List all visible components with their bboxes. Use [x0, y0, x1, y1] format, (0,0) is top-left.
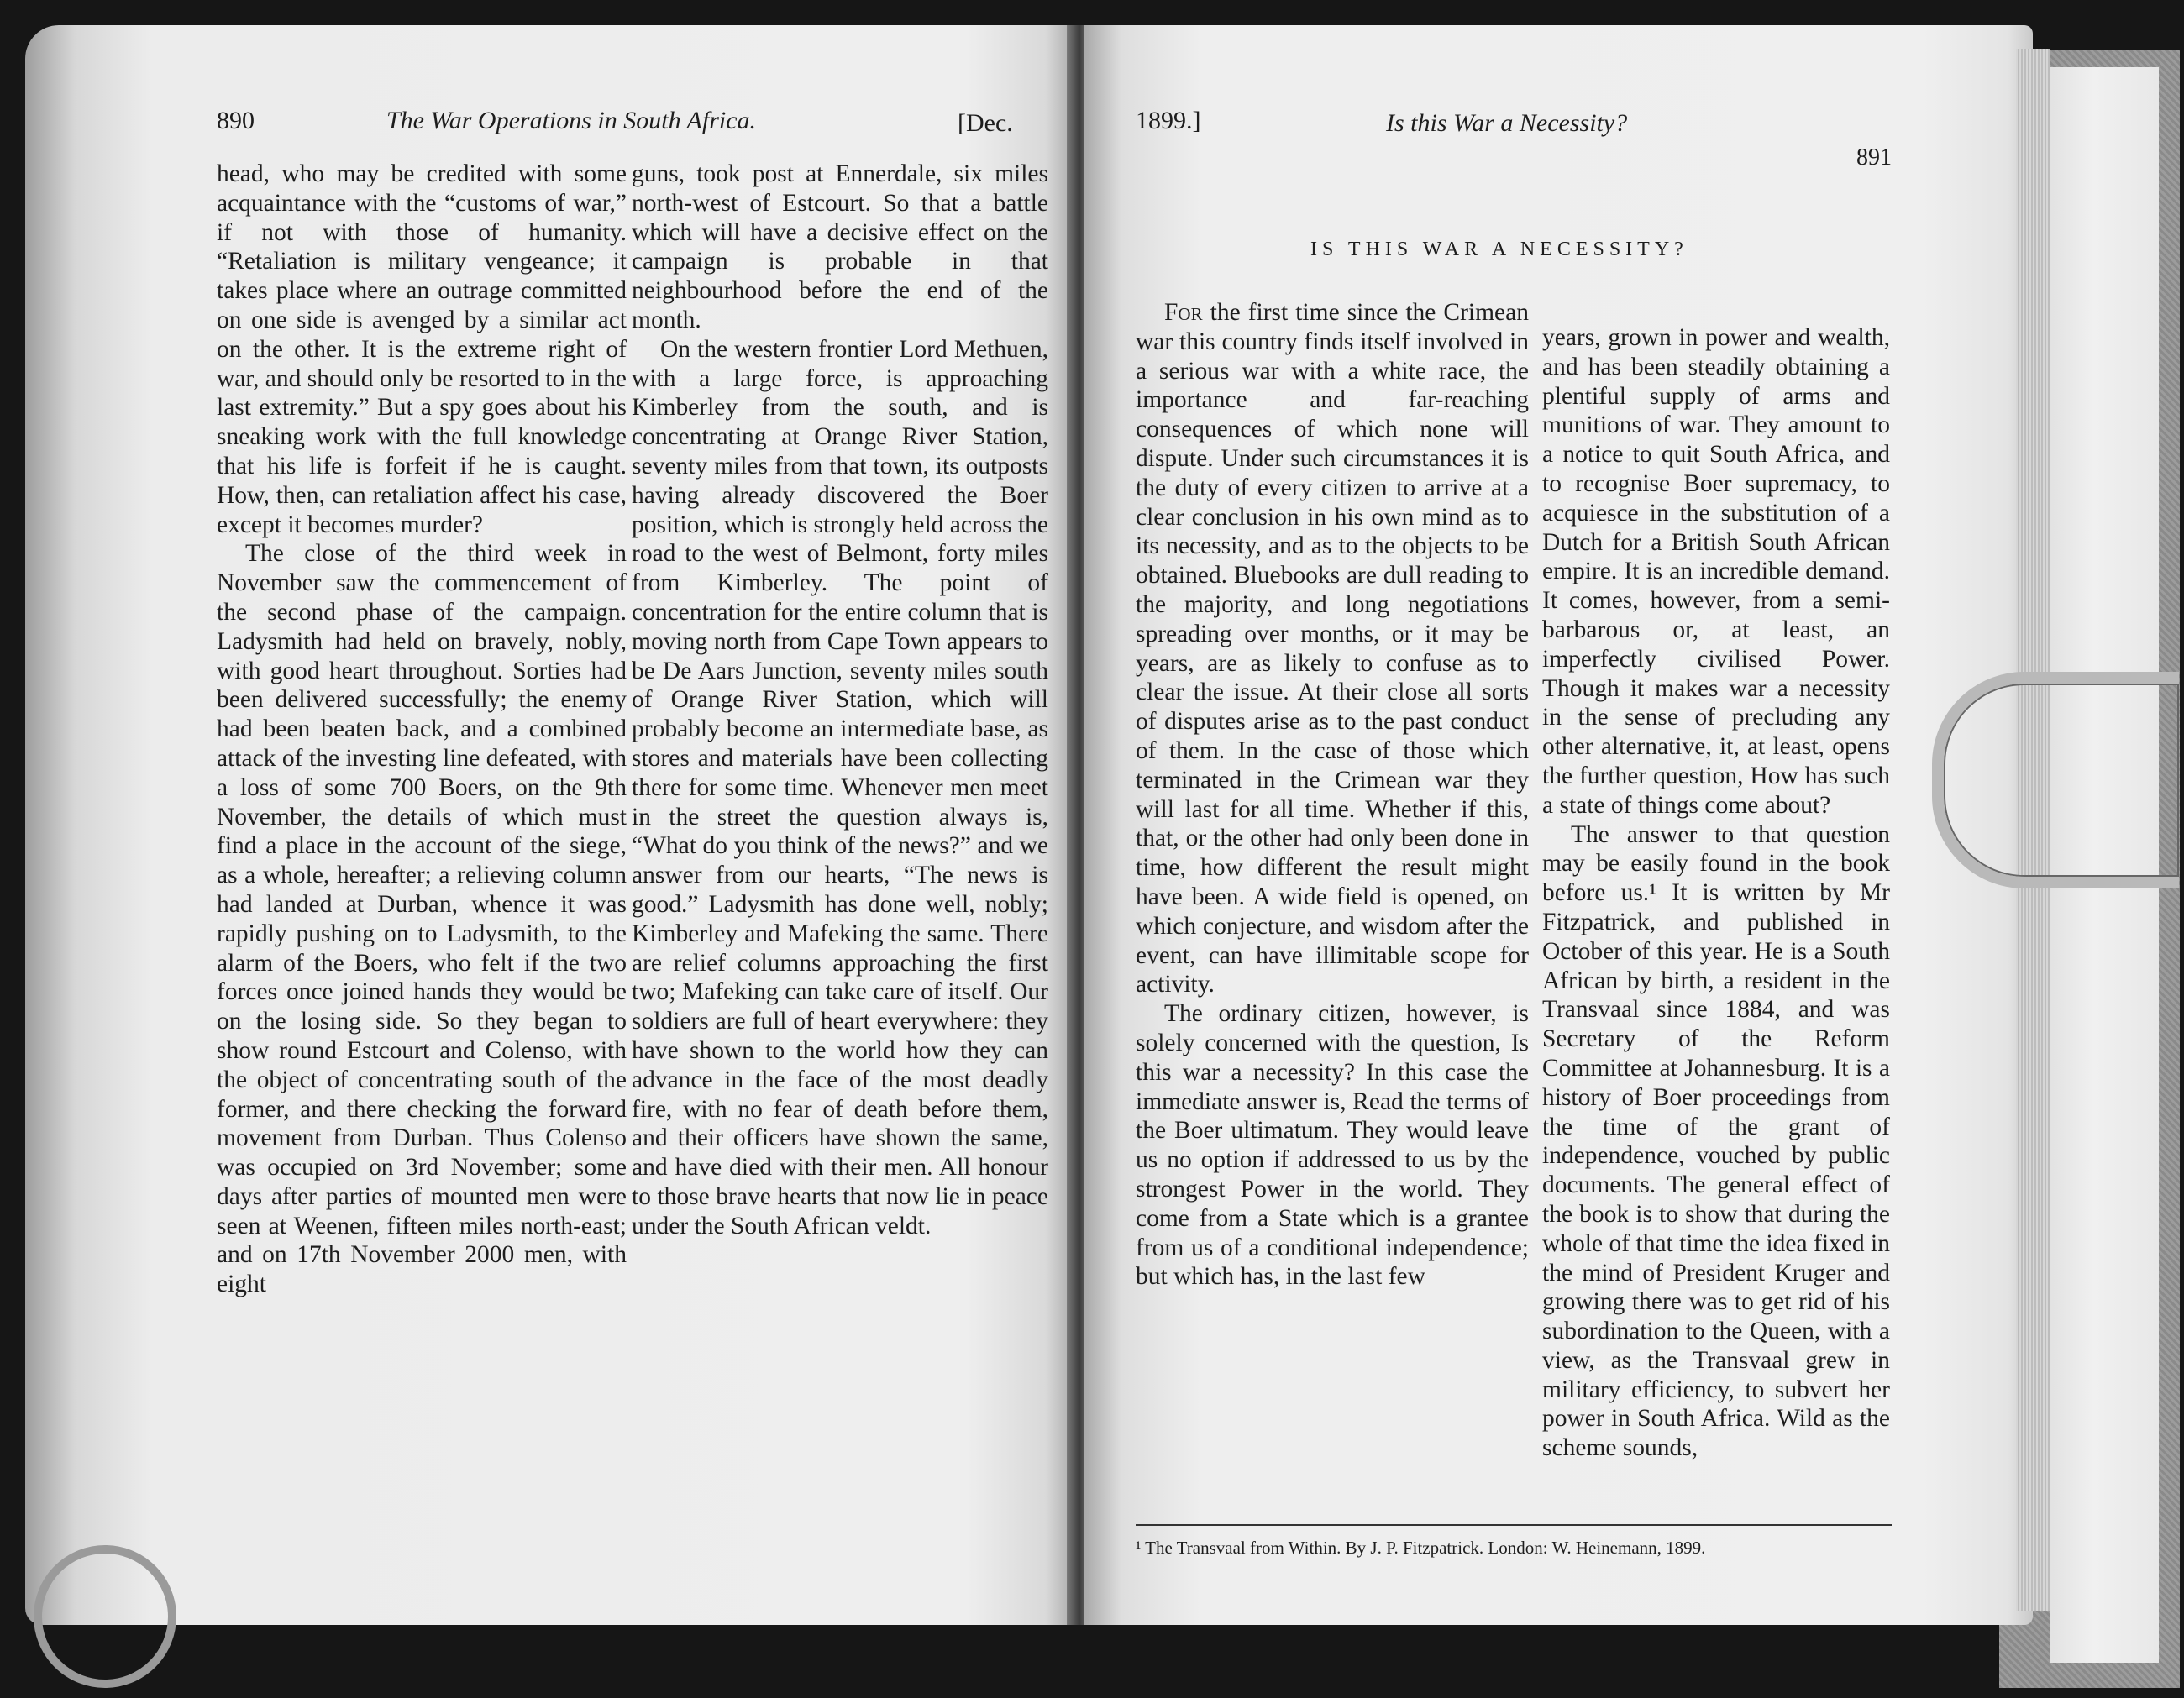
page-clip: [1932, 672, 2179, 888]
right-page: [1084, 25, 2033, 1625]
article-title: IS THIS WAR A NECESSITY?: [1310, 238, 1688, 260]
left-page-number: 890: [217, 107, 255, 134]
paragraph: years, grown in power and wealth, and has been steadily obtaining a plentiful supply of arms and munitions of war. They amount to a notice to quit South Africa, and to recognise Boer supremacy, to acquiesce in the substitution of a Dutch for a British South African empire. It is an incredible demand. It comes, however, from a semi-barbarous or, at least, an imperfectly civilised Power. Though it makes war a necessity in the sense of precluding any other alternative, it, at least, opens the further question, How has such a state of things come about?: [1542, 324, 1890, 819]
left-running-title: The War Operations in South Africa.: [386, 107, 757, 134]
paragraph: On the western frontier Lord Methuen, with a large force, is approaching Kimberley from the south, and is concentrating at Orange River Station, seventy miles from that town, its outposts having already discovered the Boer position, which is strongly held across the road to the west of Belmont, forty miles from Kimberley. The point of concentration for the entire column that is moving north from Cape Town appears to be De Aars Junction, seventy miles south of Orange River Station, which will probably become an intermediate base, as stores and materials have been collecting there for some time. Whenever men meet in the street the question always is, “What do you think of the news?” and we answer from our hearts, “The news is good.” Ladysmith has done well, nobly; Kimberley and Mafeking the same. There are relief columns approaching the first two; Mafeking can take care of itself. Our soldiers are full of heart everywhere: they have shown to the world how they can advance in the face of the most deadly fire, with no fear of death before them, and their officers have shown the same, and have died with their men. All honour to those brave hearts that now lie in peace under the South African veldt.: [632, 335, 1048, 1239]
ring-clip: [34, 1545, 176, 1688]
right-column-1: [1136, 298, 1529, 1292]
paragraph: guns, took post at Ennerdale, six miles north-west of Estcourt. So that a battle which will have a decisive effect on the campaign is probable in that neighbourhood before the end of the month.: [632, 160, 1048, 333]
right-page-number: 891: [1856, 144, 1892, 170]
paragraph: head, who may be credited with some acquaintance with the “customs of war,” if not with those of humanity. “Retaliation is military vengeance; it takes place where an outrage committed on one side is avenged by a similar act on the other. It is the extreme right of war, and should only be resorted to in the last extremity.” But a spy goes about his sneaking work with the full knowledge that his life is forfeit if he is caught. How, then, can retaliation affect his case, except it becomes murder?: [217, 160, 627, 538]
left-column-2: [632, 160, 1048, 1240]
right-running-title: Is this War a Necessity?: [1386, 109, 1628, 137]
footnote: ¹ The Transvaal from Within. By J. P. Fitzpatrick. London: W. Heinemann, 1899.: [1136, 1538, 1706, 1558]
right-column-2: [1542, 323, 1890, 1463]
paragraph: The answer to that question may be easily found in the book before us.¹ It is written by Mr Fitzpatrick, and published in October of this year. He is a South African by birth, a resident in the Transvaal since 1884, and was Secretary of the Reform Committee at Johannesburg. It is a history of Boer proceedings from the time of the grant of independence, vouched by public documents. The general effect of the book is to show that during the whole of that time the idea fixed in the mind of President Kruger and growing there was to get rid of his subordination to the Queen, with a view, as the Transvaal grew in military efficiency, to subvert her power in South Africa. Wild as the scheme sounds,: [1542, 820, 1890, 1462]
lead-word: For: [1164, 299, 1203, 326]
paragraph: [1136, 298, 1529, 999]
left-column-1: [217, 160, 627, 1299]
right-running-year: 1899.]: [1136, 107, 1201, 134]
paragraph-text: the first time since the Crimean war this country finds itself involved in a serious war with a white race, the importance and far-reaching consequences of which none will dispute. Under such circumstances it is the duty of every citizen to arrive at a clear conclusion in his own mind as to its necessity, and as to the objects to be obtained. Bluebooks are dull reading to the majority, and long negotiations spreading over months, or it may be years, are as likely to confuse as to clear the issue. At their close all sorts of disputes arise as to the past conduct of them. In the case of those which terminated in the Crimean war they will last for all time. Whether if this, that, or the other had only been done in time, how different the result might have been. A wide field is opened, on which conjecture, and wisdom after the event, can have illimitable scope for activity.: [1136, 299, 1529, 998]
left-running-date: [Dec.: [958, 109, 1013, 137]
paragraph: The ordinary citizen, however, is solely concerned with the question, Is this war a necessity? In this case the immediate answer is, Read the terms of the Boer ultimatum. They would leave us no option if addressed to us by the strongest Power in the world. They come from a State which is a grantee from us of a conditional independence; but which has, in the last few: [1136, 1000, 1529, 1291]
footnote-rule: [1136, 1524, 1892, 1526]
left-page: [25, 25, 1075, 1625]
paragraph: The close of the third week in November saw the commencement of the second phase of the campaign. Ladysmith had held on bravely, nobly, with good heart throughout. Sorties had been delivered successfully; the enemy had been beaten back, and a combined attack of the investing line defeated, with a loss of some 700 Boers, on the 9th November, the details of which must find a place in the account of the siege, as a whole, hereafter; a relieving column had landed at Durban, whence it was rapidly pushing on to Ladysmith, to the alarm of the Boers, who felt if the two forces once joined hands they would be on the losing side. So they began to show round Estcourt and Colenso, with the object of concentrating south of the former, and there checking the forward movement from Durban. Thus Colenso was occupied on 3rd November; some days after parties of mounted men were seen at Weenen, fifteen miles north-east; and on 17th November 2000 men, with eight: [217, 540, 627, 1298]
